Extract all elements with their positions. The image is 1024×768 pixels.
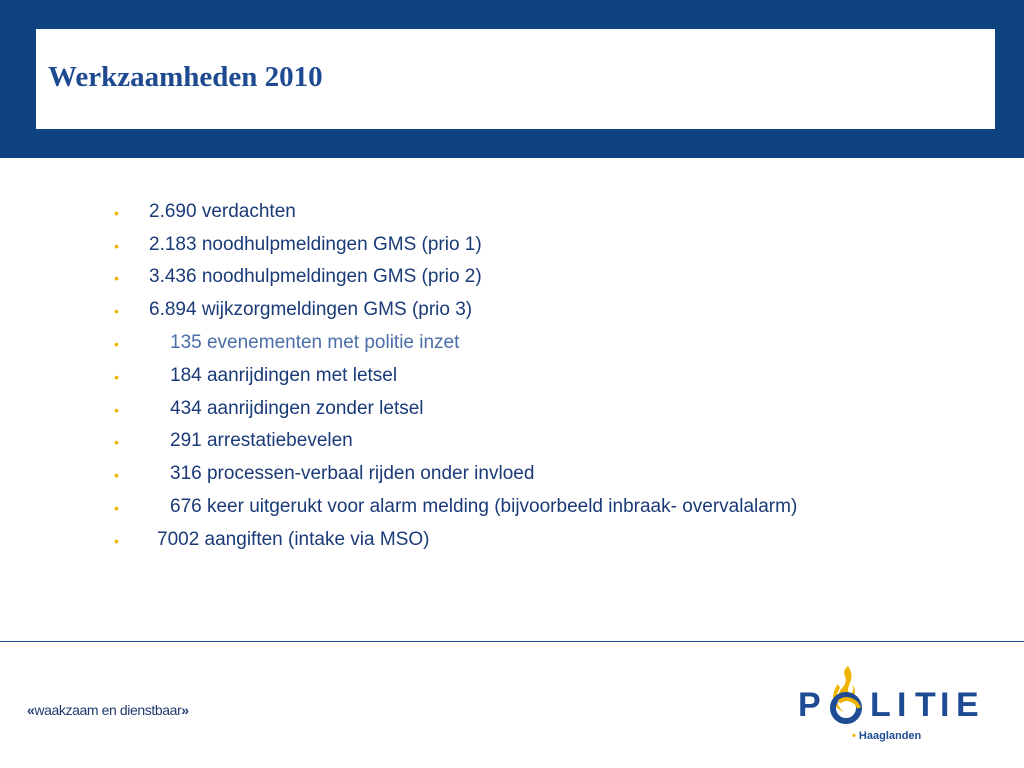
slide-title: Werkzaamheden 2010	[48, 61, 323, 93]
bullet-text: 2.183 noodhulpmeldingen GMS (prio 1)	[149, 234, 482, 255]
logo-subtitle-dot: •	[852, 730, 856, 742]
bullet-dot: •	[114, 467, 119, 483]
slogan-close-quote: »	[181, 702, 189, 718]
logo-letter: E	[956, 686, 979, 724]
bullet-text: 2.690 verdachten	[149, 201, 296, 222]
logo-letter: I	[940, 686, 950, 724]
bullet-dot: •	[114, 336, 119, 352]
logo-subtitle	[852, 730, 921, 742]
politie-logo	[796, 662, 981, 748]
bullet-text: 6.894 wijkzorgmeldingen GMS (prio 3)	[149, 299, 473, 320]
logo-letter: T	[915, 686, 936, 724]
bullet-text: 291 arrestatiebevelen	[170, 430, 353, 451]
logo-subtitle-text: Haaglanden	[858, 730, 922, 742]
bullet-text: 3.436 noodhulpmeldingen GMS (prio 2)	[149, 266, 482, 287]
header-band	[0, 0, 1024, 158]
bullet-dot: •	[114, 402, 119, 418]
police-flame-emblem-icon	[826, 664, 866, 728]
footer-divider	[0, 641, 1024, 642]
bullet-dot: •	[114, 434, 119, 450]
bullet-text: 676 keer uitgerukt voor alarm melding (bijvoorbeeld inbraak- overvalalarm)	[170, 496, 798, 517]
bullet-dot: •	[114, 270, 119, 286]
logo-letter: I	[897, 686, 907, 724]
slogan-open-quote: «	[27, 702, 35, 718]
title-box	[36, 29, 995, 129]
bullet-text: 316 processen-verbaal rijden onder invloed	[170, 463, 535, 484]
bullet-dot: •	[114, 303, 119, 319]
bullet-text: 7002 aangiften (intake via MSO)	[157, 529, 430, 550]
bullet-dot: •	[114, 238, 119, 254]
bullet-dot: •	[114, 500, 119, 516]
bullet-text-highlight: 135 evenementen met politie inzet	[170, 332, 460, 353]
bullet-text: 434 aanrijdingen zonder letsel	[170, 398, 424, 419]
slogan-text: waakzaam en dienstbaar	[34, 702, 182, 718]
bullet-text: 184 aanrijdingen met letsel	[170, 365, 398, 386]
slogan	[27, 702, 189, 718]
logo-letter: P	[798, 686, 821, 724]
bullet-dot: •	[114, 533, 119, 549]
logo-letter: L	[870, 686, 891, 724]
bullet-dot: •	[114, 205, 119, 221]
bullet-dot: •	[114, 369, 119, 385]
